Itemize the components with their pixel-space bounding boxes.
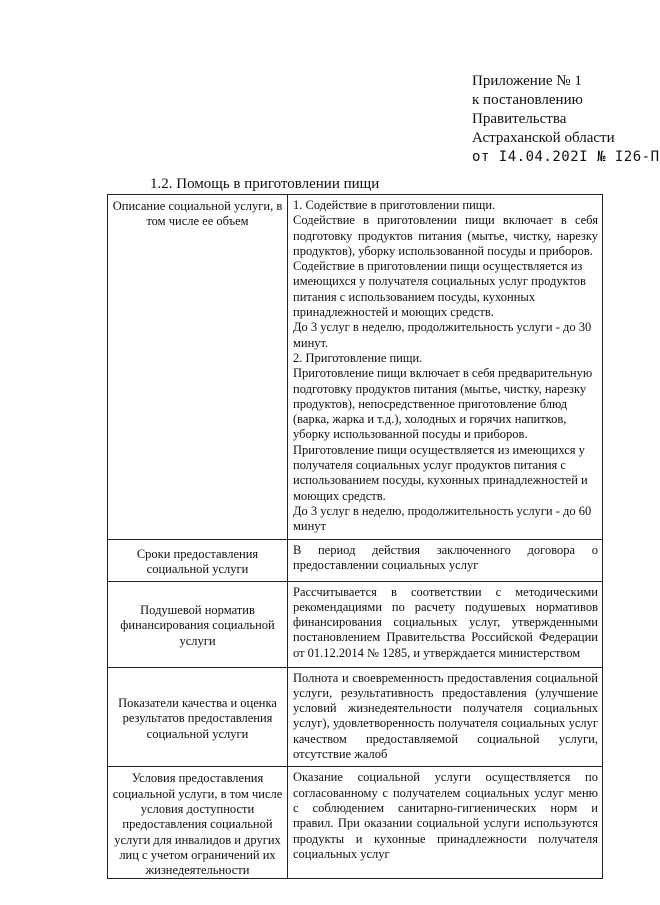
row-value xyxy=(288,539,603,581)
table-row xyxy=(108,667,603,767)
paragraph: До 3 услуг в неделю, продолжительность услуги - до 30 минут. xyxy=(293,320,592,350)
row-value xyxy=(288,581,603,667)
row-value xyxy=(288,195,603,540)
paragraph: 1. Содействие в приготовлении пищи. xyxy=(293,198,496,212)
paragraph: Оказание социальной услуги осуществляется по согласованному с получателем социальных услуг меню с соблюдением санитарно-гигиенических норм и правил. При оказании социальной услуги используются продукты и кухонные принадлежности получателя социальных услуг xyxy=(293,770,598,861)
section-title: 1.2. Помощь в приготовлении пищи xyxy=(150,176,380,192)
document-header xyxy=(472,72,660,167)
paragraph: 2. Приготовление пищи. xyxy=(293,350,423,365)
paragraph: Рассчитывается в соответствии с методическими рекомендациями по расчету подушевых нормативов финансирования социальных услуг, утвержденными постановлением Правительства Российской Федерации от 01.12.2014 № 1285, и утверждается министерством xyxy=(293,584,598,660)
paragraph: В период действия заключенного договора о предоставлении социальных услуг xyxy=(293,542,598,572)
paragraph: Приготовление пищи осуществляется из имеющихся у получателя социальных услуг продуктов питания с использованием посуды, кухонных принадлежностей и моющих средств. xyxy=(293,442,588,503)
row-label: Условия предоставления социальной услуги, в том числе условия доступности предоставления социальной услуги для инвалидов и других лиц с учетом ограничений их жизнедеятельности xyxy=(108,767,288,879)
service-table xyxy=(107,194,603,879)
table-row xyxy=(108,767,603,879)
row-value xyxy=(288,767,603,879)
government-ref: Правительства xyxy=(472,111,567,127)
paragraph: Содействие в приготовлении пищи включает в себя подготовку продуктов питания (мытье, чистку, нарезку продуктов), уборку использованной посуды и приборов. xyxy=(293,213,598,258)
row-label: Показатели качества и оценка результатов предоставления социальной услуги xyxy=(108,667,288,767)
row-value xyxy=(288,667,603,767)
table-row xyxy=(108,539,603,581)
row-label: Сроки предоставления социальной услуги xyxy=(108,539,288,581)
resolution-date-number: от I4.04.202I № I26-П xyxy=(472,149,660,165)
appendix-number: Приложение № 1 xyxy=(472,73,582,89)
row-label: Описание социальной услуги, в том числе ее объем xyxy=(108,195,288,540)
region-ref: Астраханской области xyxy=(472,130,615,146)
paragraph: Полнота и своевременность предоставления социальной услуги, результативность предоставления (улучшение условий жизнедеятельности получателя социальных услуг), удовлетворенность получателя социальных услуг качеством предоставляемой социальной услуги, отсутствие жалоб xyxy=(293,670,598,762)
resolution-ref: к постановлению xyxy=(472,92,583,108)
table-row xyxy=(108,195,603,540)
table-row xyxy=(108,581,603,667)
paragraph: Приготовление пищи включает в себя предварительную подготовку продуктов питания (мытье, чистку, нарезку продуктов), непосредственное приготовление блюд (варка, жарка и т.д.), холодных и горячих напитков, уборку использованной посуды и приборов. xyxy=(293,366,593,442)
paragraph: Содействие в приготовлении пищи осуществляется из имеющихся у получателя социальных услуг продуктов питания с использованием посуды, кухонных принадлежностей и моющих средств. xyxy=(293,259,586,320)
row-label: Подушевой норматив финансирования социальной услуги xyxy=(108,581,288,667)
paragraph: До 3 услуг в неделю, продолжительность услуги - до 60 минут xyxy=(293,503,592,534)
